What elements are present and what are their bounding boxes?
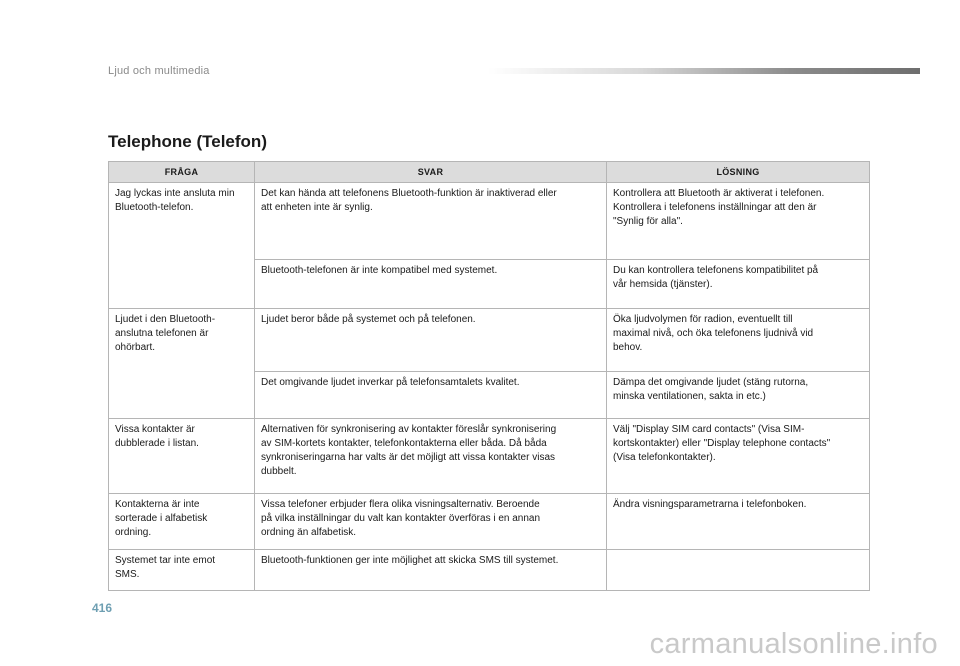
question-cell: Kontakterna är inte sorterade i alfabetisk ordning.	[109, 494, 255, 550]
column-header-question: FRÅGA	[109, 162, 255, 183]
table-row	[109, 309, 870, 372]
column-header-answer: SVAR	[255, 162, 607, 183]
troubleshooting-table	[108, 161, 870, 591]
question-cell: Systemet tar inte emot SMS.	[109, 550, 255, 591]
solution-cell: Du kan kontrollera telefonens kompatibilitet på vår hemsida (tjänster).	[607, 260, 870, 309]
table-header-row	[109, 162, 870, 183]
answer-cell: Det omgivande ljudet inverkar på telefonsamtalets kvalitet.	[255, 372, 607, 419]
section-header: Ljud och multimedia	[108, 65, 210, 77]
table-row	[109, 550, 870, 591]
question-cell: Vissa kontakter är dubblerade i listan.	[109, 419, 255, 494]
solution-cell: Kontrollera att Bluetooth är aktiverat i telefonen. Kontrollera i telefonens inställningar att den är "Synlig för alla".	[607, 183, 870, 260]
solution-cell: Ändra visningsparametrarna i telefonboken.	[607, 494, 870, 550]
table-row	[109, 183, 870, 260]
answer-cell: Det kan hända att telefonens Bluetooth-funktion är inaktiverad eller att enheten inte är synlig.	[255, 183, 607, 260]
question-cell: Ljudet i den Bluetooth- anslutna telefonen är ohörbart.	[109, 309, 255, 419]
page-title: Telephone (Telefon)	[108, 132, 267, 151]
header-divider-bar	[488, 68, 920, 74]
answer-cell: Bluetooth-telefonen är inte kompatibel med systemet.	[255, 260, 607, 309]
column-header-solution: LÖSNING	[607, 162, 870, 183]
answer-cell: Vissa telefoner erbjuder flera olika visningsalternativ. Beroende på vilka inställningar du valt kan kontakter överföras i en annan ordning än alfabetisk.	[255, 494, 607, 550]
table-row	[109, 419, 870, 494]
watermark-text: carmanualsonline.info	[649, 628, 938, 660]
solution-cell	[607, 550, 870, 591]
solution-cell: Öka ljudvolymen för radion, eventuellt till maximal nivå, och öka telefonens ljudnivå vid behov.	[607, 309, 870, 372]
table-row	[109, 494, 870, 550]
answer-cell: Alternativen för synkronisering av kontakter föreslår synkronisering av SIM-kortets kontakter, telefonkontakterna eller båda. Då båda synkroniseringarna har valts är det möjligt att vissa kontakter visas dubbelt.	[255, 419, 607, 494]
solution-cell: Dämpa det omgivande ljudet (stäng rutorna, minska ventilationen, sakta in etc.)	[607, 372, 870, 419]
question-cell: Jag lyckas inte ansluta min Bluetooth-telefon.	[109, 183, 255, 309]
answer-cell: Ljudet beror både på systemet och på telefonen.	[255, 309, 607, 372]
page-number: 416	[92, 601, 113, 615]
answer-cell: Bluetooth-funktionen ger inte möjlighet att skicka SMS till systemet.	[255, 550, 607, 591]
solution-cell: Välj "Display SIM card contacts" (Visa SIM- kortskontakter) eller "Display telephone contacts" (Visa telefonkontakter).	[607, 419, 870, 494]
